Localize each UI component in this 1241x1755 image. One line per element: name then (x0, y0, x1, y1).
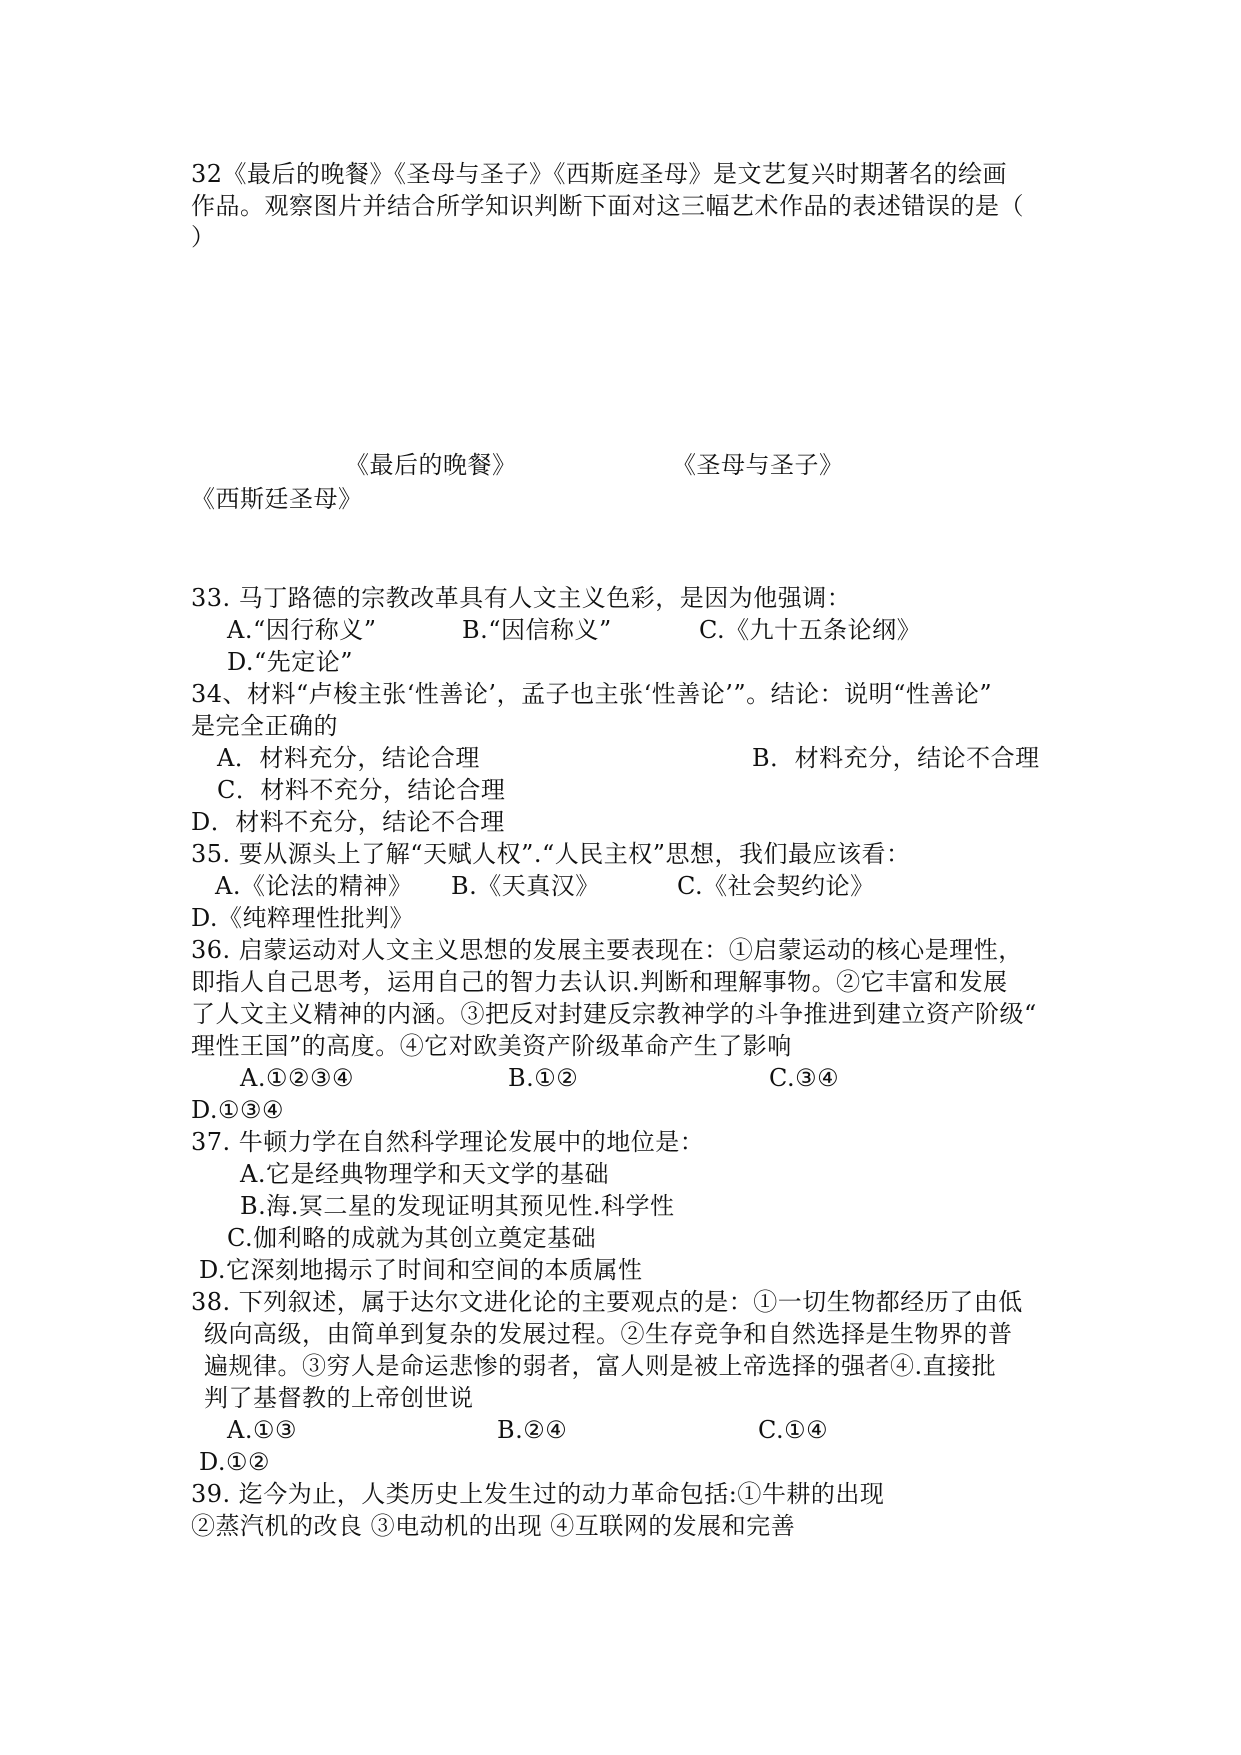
q36-option-c: C.③④ (769, 1064, 840, 1092)
q33-option-d: D.“先定论” (227, 648, 354, 676)
q33-stem: 33. 马丁路德的宗教改革具有人文主义色彩，是因为他强调： (191, 584, 852, 612)
q38-option-d: D.①② (199, 1448, 271, 1476)
q32-stem-line3: ） (191, 223, 216, 251)
q33-option-b: B.“因信称义” (462, 616, 612, 644)
q38-stem-line1: 38. 下列叙述，属于达尔文进化论的主要观点的是：①一切生物都经历了由低 (191, 1288, 1023, 1316)
q35-option-d: D.《纯粹理性批判》 (191, 904, 415, 932)
q34-option-c: C．材料不充分，结论合理 (217, 776, 506, 804)
q33-option-a: A.“因行称义” (227, 616, 377, 644)
q34-option-b: B．材料充分，结论不合理 (752, 744, 1040, 772)
q38-stem-line2: 级向高级，由简单到复杂的发展过程。②生存竞争和自然选择是生物界的普 (204, 1320, 1013, 1348)
q34-stem-line2: 是完全正确的 (191, 712, 338, 740)
q32-caption-last-supper: 《最后的晚餐》 (345, 451, 517, 479)
q37-stem: 37. 牛顿力学在自然科学理论发展中的地位是： (191, 1128, 705, 1156)
q34-option-d: D．材料不充分，结论不合理 (191, 808, 505, 836)
q32-stem-line1: 32《最后的晚餐》《圣母与圣子》《西斯庭圣母》是文艺复兴时期著名的绘画 (191, 160, 1008, 188)
q38-option-b: B.②④ (497, 1416, 568, 1444)
q36-stem-line1: 36. 启蒙运动对人文主义思想的发展主要表现在：①启蒙运动的核心是理性， (191, 936, 1023, 964)
q37-option-b: B.海.冥二星的发现证明其预见性.科学性 (240, 1192, 675, 1220)
q32-caption-sistine-madonna: 《西斯廷圣母》 (191, 485, 363, 513)
q35-option-a: A.《论法的精神》 (215, 872, 413, 900)
q36-stem-line3: 了人文主义精神的内涵。③把反对封建反宗教神学的斗争推进到建立资产阶级“ (191, 1000, 1037, 1028)
q39-stem-line1: 39. 迄今为止，人类历史上发生过的动力革命包括:①牛耕的出现 (191, 1480, 885, 1508)
q36-option-d: D.①③④ (191, 1096, 285, 1124)
q37-option-c: C.伽利略的成就为其创立奠定基础 (227, 1224, 597, 1252)
q38-option-c: C.①④ (758, 1416, 829, 1444)
q37-option-d: D.它深刻地揭示了时间和空间的本质属性 (199, 1256, 643, 1284)
q38-stem-line4: 判了基督教的上帝创世说 (204, 1384, 474, 1412)
q39-stem-line2: ②蒸汽机的改良 ③电动机的出现 ④互联网的发展和完善 (191, 1512, 796, 1540)
q36-option-a: A.①②③④ (240, 1064, 355, 1092)
q38-stem-line3: 遍规律。③穷人是命运悲惨的弱者，富人则是被上帝选择的强者④.直接批 (204, 1352, 997, 1380)
q34-option-a: A．材料充分，结论合理 (217, 744, 480, 772)
q36-stem-line2: 即指人自己思考，运用自己的智力去认识.判断和理解事物。②它丰富和发展 (191, 968, 1008, 996)
q32-caption-madonna-child: 《圣母与圣子》 (672, 451, 844, 479)
q32-stem-line2: 作品。观察图片并结合所学知识判断下面对这三幅艺术作品的表述错误的是（ (191, 192, 1024, 220)
q36-option-b: B.①② (508, 1064, 579, 1092)
q37-option-a: A.它是经典物理学和天文学的基础 (240, 1160, 609, 1188)
q33-option-c: C.《九十五条论纲》 (699, 616, 922, 644)
q35-option-c: C.《社会契约论》 (677, 872, 875, 900)
q38-option-a: A.①③ (227, 1416, 297, 1444)
q35-stem: 35. 要从源头上了解“天赋人权”.“人民主权”思想，我们最应该看： (191, 840, 911, 868)
q36-stem-line4: 理性王国”的高度。④它对欧美资产阶级革命产生了影响 (191, 1032, 792, 1060)
q34-stem-line1: 34、材料“卢梭主张‘性善论’，孟子也主张‘性善论’”。结论：说明“性善论” (191, 680, 993, 708)
q35-option-b: B.《天真汉》 (451, 872, 600, 900)
